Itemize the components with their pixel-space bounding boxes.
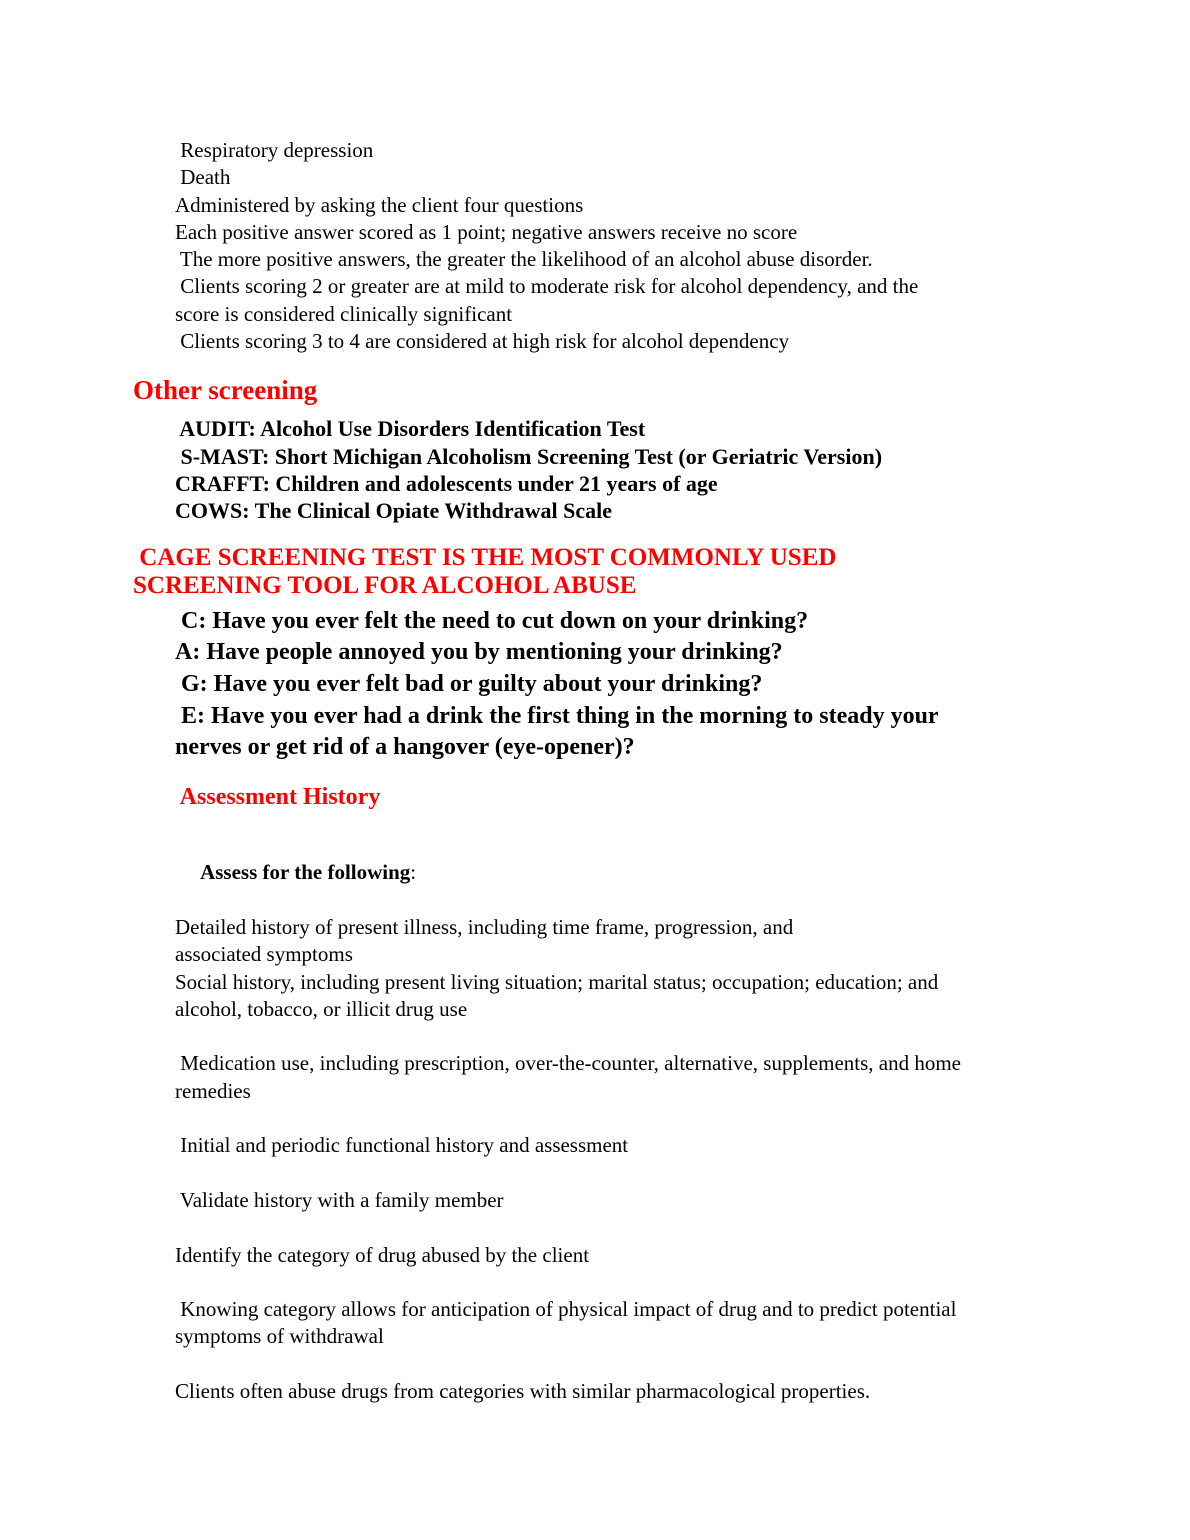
cage-question: G: Have you ever felt bad or guilty about your drinking? [175,670,763,697]
assessment-history-heading: Assessment History [175,784,381,811]
text-line: remedies [175,1078,251,1103]
screening-item: AUDIT: Alcohol Use Disorders Identification Test [175,416,646,442]
screening-item: CRAFFT: Children and adolescents under 21 years of age [175,470,718,496]
intro-paragraph [175,137,1160,355]
other-screening-heading: Other screening [133,375,318,406]
text-line: associated symptoms [175,942,353,967]
assessment-body [175,914,1160,1405]
cage-heading-line: CAGE SCREENING TEST IS THE MOST COMMONLY USED [133,543,837,571]
text-line: Detailed history of present illness, including time frame, progression, and [175,914,794,939]
text-line: Each positive answer scored as 1 point; negative answers receive no score [175,219,798,244]
text-line: Identify the category of drug abused by the client [175,1242,590,1267]
text-line: Initial and periodic functional history and assessment [175,1133,629,1158]
text-line: Administered by asking the client four questions [175,192,584,217]
body-paragraph [175,1242,1160,1269]
cage-heading-line: SCREENING TOOL FOR ALCOHOL ABUSE [133,572,637,600]
text-line: score is considered clinically significant [175,301,513,326]
assess-subheading-text: Assess for the following [196,860,411,885]
body-paragraph [175,1296,1160,1351]
text-line: alcohol, tobacco, or illicit drug use [175,996,468,1021]
body-paragraph [175,1132,1160,1159]
text-line: Clients scoring 3 to 4 are considered at high risk for alcohol dependency [175,329,790,354]
body-paragraph [175,1378,1160,1405]
text-line: Death [175,165,231,190]
cage-question: nerves or get rid of a hangover (eye-opener)? [175,734,635,761]
text-line: Validate history with a family member [175,1187,504,1212]
screening-item: COWS: The Clinical Opiate Withdrawal Scale [175,498,612,524]
text-line: Clients often abuse drugs from categories with similar pharmacological properties. [175,1379,871,1404]
screening-tools-list [175,415,1160,524]
body-paragraph [175,1187,1160,1214]
screening-item: S-MAST: Short Michigan Alcoholism Screening Test (or Geriatric Version) [175,443,883,469]
cage-questions [175,606,1160,765]
text-line: Respiratory depression [175,138,374,162]
text-line: Clients scoring 2 or greater are at mild to moderate risk for alcohol dependency, and the [175,274,919,299]
cage-question: A: Have people annoyed you by mentioning your drinking? [175,639,783,666]
text-line: Knowing category allows for anticipation of physical impact of drug and to predict potential [175,1297,957,1322]
text-line: Social history, including present living situation; marital status; occupation; education; and [175,969,939,994]
assess-subheading-colon: : [410,860,417,885]
body-paragraph [175,1050,1160,1105]
cage-question: E: Have you ever had a drink the first thing in the morning to steady your [175,702,939,729]
text-line: symptoms of withdrawal [175,1324,384,1349]
cage-test-heading [133,544,1160,601]
body-paragraph [175,914,1160,1023]
cage-question: C: Have you ever felt the need to cut down on your drinking? [175,607,809,634]
text-line: Medication use, including prescription, over-the-counter, alternative, supplements, and home [175,1051,962,1076]
assess-subheading [175,832,1160,914]
text-line: The more positive answers, the greater the likelihood of an alcohol abuse disorder. [175,247,873,272]
